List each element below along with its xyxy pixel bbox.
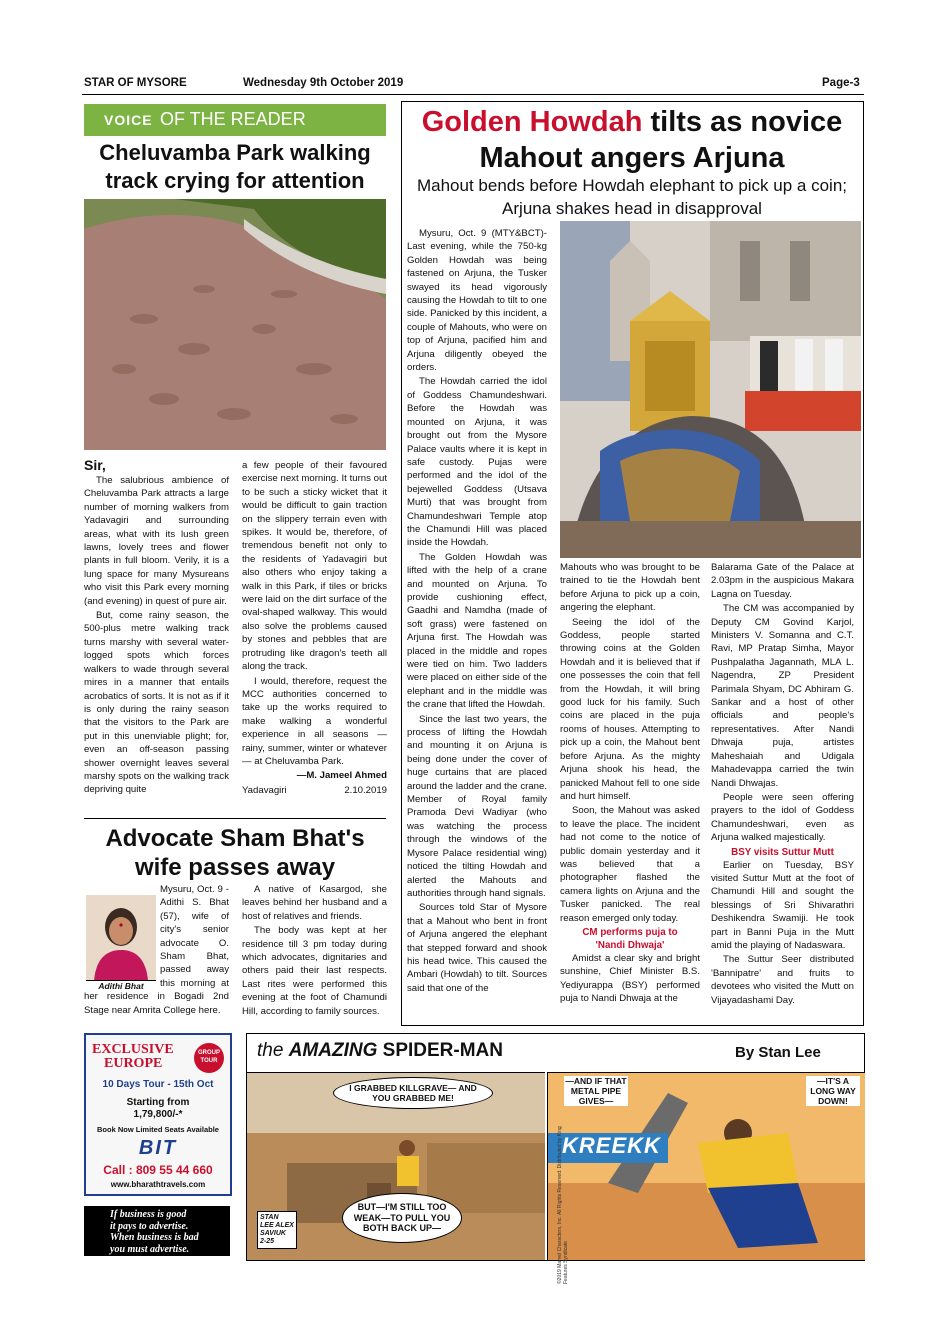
lead-headline-line2: Mahout angers Arjuna xyxy=(479,142,785,174)
page-number: Page-3 xyxy=(822,77,860,89)
travel-ad[interactable] xyxy=(84,1033,232,1196)
voice-tag-bold: VOICE xyxy=(104,112,153,128)
caption-box: —IT'S A LONG WAY DOWN! xyxy=(806,1076,860,1106)
travel-ad-website: www.bharathtravels.com xyxy=(110,1180,206,1189)
lead-paragraph: The Suttur Seer distributed 'Bannipatre' and fruits to devotees who visited the Mutt on Vijayadashami Day. xyxy=(711,954,854,1006)
lead-paragraph: The CM was accompanied by Deputy CM Govind Karjol, Ministers V. Somanna and C.T. Ravi, MP Pratap Simha, Mayor Pushpalatha Jagannath, MLA L. Nagendra, ZP President Parimala Shyam, DC Abhiram G. Sankar and a host of other officials and people's representatives. After Nandi Dhwaja puja, artistes Maheshaiah and Udigala Mahadevappa carried the twin Nandi Dhwajas. xyxy=(711,603,854,789)
comic-panel-2 xyxy=(547,1072,865,1284)
lead-subhead-line: CM performs puja to xyxy=(582,926,678,938)
comic-credits: STAN LEE ALEX SAVIUK 2-25 xyxy=(257,1211,297,1249)
bit-logo: BIT xyxy=(138,1137,178,1159)
speech-bubble: BUT—I'M STILL TOO WEAK—TO PULL YOU BOTH BACK UP— xyxy=(342,1193,462,1243)
lead-subhead-line: 'Nandi Dhwaja' xyxy=(595,939,665,951)
lead-subhead-suttur: BSY visits Suttur Mutt xyxy=(731,846,834,858)
section-divider xyxy=(84,818,386,819)
lead-paragraph: Sources told Star of Mysore that a Mahout who bent in front of Arjuna angered the elephant that stepped forward and shook his head twice. This caused the Ambari (Howdah) to tilt. Sources said that one of the xyxy=(407,902,547,994)
voice-headline: Cheluvamba Park walking track crying for attention xyxy=(99,140,371,193)
masthead-paper-name: STAR OF MYSORE xyxy=(84,77,187,89)
voice-banner xyxy=(84,104,386,136)
voice-paragraph: But, come rainy season, the 500-plus metre walking track turns marshy with several water-logged spots which forces walkers to wade through several mires in a manner that entails acrobatics of sorts. It is not as if it is only during the rainy season that the visitors to the Park are put in this unenviable plight; for, even an off-season passing shower overnight leaves several marshy spots on the walking track depriving quite xyxy=(84,610,229,796)
lead-paragraph: People were seen offering prayers to the idol of Goddess Chamundeshwari, even as Arjuna walked majestically. xyxy=(711,791,854,844)
travel-ad-title xyxy=(92,1043,174,1071)
voice-sign-date: 2.10.2019 xyxy=(344,784,387,796)
comic-byline: By Stan Lee xyxy=(735,1044,821,1061)
travel-ad-title-line: EUROPE xyxy=(104,1056,163,1071)
caption-box: —AND IF THAT METAL PIPE GIVES— xyxy=(565,1076,627,1106)
lead-column-2 xyxy=(560,561,700,1007)
masthead-date: Wednesday 9th October 2019 xyxy=(243,77,404,89)
lead-subhead-cm-puja xyxy=(560,926,700,952)
comic-panel-1 xyxy=(247,1072,545,1260)
lead-column-3 xyxy=(711,561,854,1008)
lead-paragraph: Since the last two years, the process of lifting the Howdah and mounting it on Arjuna is being done under the cover of huge curtains that are placed around the ladder and the crane. Member of Royal family Pramoda Devi Wadiyar (who was watching the process through the windows of the Mysore Palace residential wing) noticed the tilting Howdah and alerted the Mahouts and authorities through hand signals. xyxy=(407,713,547,899)
travel-ad-phone: Call : 809 55 44 660 xyxy=(103,1163,213,1177)
lead-paragraph: Mahouts who was brought to be trained to tie the Howdah bent before Arjuna to pick up a coin, angering the elephant. xyxy=(560,562,700,614)
lead-paragraph: Mysuru, Oct. 9 (MTY&BCT)- Last evening, while the 750-kg Golden Howdah was being fastened on Arjuna, the Tusker swayed its head vigorously causing the Howdah to tilt to one side. Panicked by this incident, a couple of Mahouts, who were on top of Arjuna, pacified him and Arjuna diligently obeyed the orders. xyxy=(407,228,547,374)
comic-strip xyxy=(246,1033,865,1284)
lead-paragraph: Balarama Gate of the Palace at 2.03pm in the auspicious Makara Lagna on Tuesday. xyxy=(711,562,854,600)
lead-headline xyxy=(403,104,861,176)
voice-paragraph: a few people of their favoured exercise next morning. It turns out to be such a sticky wicket that it would be difficult to gain traction on the slippery terrain even with spikes. It would be, therefore, of tremendous benefit not only to the residents of Yadavagiri but also others who enjoy taking a walk in this Park, if tiles or bricks were laid on the dirt surface of the oval-shaped walkway. This would also solve the problems caused by stones and pebbles that are protruding like dragon's teeth all along the track. xyxy=(242,460,387,673)
voice-column-1 xyxy=(84,457,229,798)
obit-paragraph: A native of Kasargod, she leaves behind her husband and a host of relatives and friends. xyxy=(242,884,387,922)
lead-column-1 xyxy=(407,227,547,996)
obit-paragraph: Mysuru, Oct. 9 - Adithi S. Bhat (57), wife of city's senior advocate O. Sham Bhat, passed away this morning at her residence in Bogadi 2nd Stage near Amrita College here. xyxy=(84,884,229,1016)
voice-signature: —M. Jameel Ahmed xyxy=(296,770,387,782)
lead-paragraph: The Golden Howdah was lifted with the help of a crane and mounted on Arjuna. To provide cushioning effect, Gaadhi and Namdha (made of soft grass) were fastened on Arjuna first. The Howdah was placed in the middle and ropes were tied on him. Two ladders were placed on either side of the elephant and in the middle was the crane that lifted the Howdah. xyxy=(407,551,547,711)
lead-paragraph: The Howdah carried the idol of Goddess Chamundeshwari. Before the Howdah was mounted on Arjuna, it was brought out from the Mysore Palace vaults where it is kept in safe custody. Pujas were performed and the idol of the bejewelled Goddess (Utsava Murti) that was brought from Chamundeshwari Temple atop the Chamundi Hill was placed inside the Howdah. xyxy=(407,376,547,549)
voice-tag-rest: OF THE READER xyxy=(160,109,306,129)
travel-ad-title-line: EXCLUSIVE xyxy=(92,1042,174,1057)
lead-paragraph: Seeing the idol of the Goddess, people started throwing coins at the Golden Howdah and it is believed that if one possesses the coin that fell from the Howdah, it will bring good luck for his family. Such coins are placed in the puja rooms of houses. Attempting to pick up a coin, the Mahout bent before Arjuna. As the mighty Arjuna shook his head, the panicked Mahout fell to one side and hurt himself. xyxy=(560,616,700,802)
house-ad xyxy=(84,1206,230,1256)
travel-ad-limited: Book Now Limited Seats Available xyxy=(97,1125,219,1134)
house-ad-line: it pays to advertise. xyxy=(110,1220,189,1232)
comic-title-the: the xyxy=(257,1040,284,1061)
comic-title-amazing: AMAZING xyxy=(288,1040,378,1061)
travel-ad-price: 1,79,800/-* xyxy=(133,1109,183,1120)
voice-paragraph: I would, therefore, request the MCC authorities concerned to take up the works required to make walking a wonderful experience in all seasons — rainy, summer, winter or whatever — at Cheluvamba Park. xyxy=(242,675,387,767)
lead-paragraph: Amidst a clear sky and bright sunshine, Chief Minister B.S. Yediyurappa (BSY) performed puja to Nandi Dhwaja at the xyxy=(560,952,700,1005)
lead-paragraph: Soon, the Mahout was asked to leave the place. The incident had not come to the notice of public domain yesterday and it was believed that a photographer flashed the camera lights on Arjuna and the Tusker panicked. The real reason emerged only today. xyxy=(560,805,700,924)
travel-ad-tour: 10 Days Tour - 15th Oct xyxy=(102,1079,214,1090)
obit-column-2 xyxy=(242,883,387,1019)
walking-track-photo xyxy=(84,199,386,450)
house-ad-line: you must advertise. xyxy=(110,1243,190,1255)
sound-effect: KREEKK xyxy=(562,1133,661,1158)
comic-title-rest: SPIDER-MAN xyxy=(382,1040,503,1061)
voice-salutation: Sir, xyxy=(84,457,106,473)
group-tour-badge: GROUP TOUR xyxy=(194,1043,224,1073)
voice-paragraph: The salubrious ambience of Cheluvamba Park attracts a large number of morning walkers from Yadavagiri and surrounding areas, what with its lush green lawns, lovely trees and flower plants in full bloom. Verily, it is a lung space for many Mysureans who visit this Park every morning (and evening) in quest of pure air. xyxy=(84,475,229,607)
obit-paragraph: The body was kept at her residence till 3 pm today during which advocates, dignitaries and others paid their last respects. Last rites were performed this evening at the foot of Chamundi Hill, according to family sources. xyxy=(242,925,387,1017)
obit-column-1 xyxy=(84,883,229,1018)
voice-column-2 xyxy=(242,459,387,797)
house-ad-line: If business is good xyxy=(110,1209,187,1220)
travel-ad-starting: Starting from xyxy=(126,1097,190,1108)
speech-bubble: I GRABBED KILLGRAVE— AND YOU GRABBED ME! xyxy=(333,1077,493,1109)
comic-copyright: ©2019 Marvel Characters, Inc. All Rights Reserved. Distributed by King Features Syndicate xyxy=(557,1126,569,1284)
house-ad-line: When business is bad xyxy=(110,1232,199,1243)
comic-title xyxy=(257,1040,503,1062)
header-rule xyxy=(82,94,864,95)
lead-headline-rest: tilts as novice xyxy=(650,106,843,138)
voice-sign-line xyxy=(242,784,387,797)
obit-photo-caption: Adithi Bhat xyxy=(86,980,156,991)
obit-headline: Advocate Sham Bhat's wife passes away xyxy=(105,825,365,881)
lead-deck: Mahout bends before Howdah elephant to pick up a coin; Arjuna shakes head in disapproval xyxy=(416,176,847,218)
lead-headline-red: Golden Howdah xyxy=(421,106,643,138)
golden-howdah-photo xyxy=(560,221,861,558)
lead-paragraph: Earlier on Tuesday, BSY visited Suttur Mutt at the foot of Chamundi Hill and sought the blessings of Sri Shivarathri Deshikendra Swamiji. He took part in Banni Puja in the Mutt amid the playing of Nadaswara. xyxy=(711,859,854,951)
voice-place: Yadavagiri xyxy=(242,784,287,796)
